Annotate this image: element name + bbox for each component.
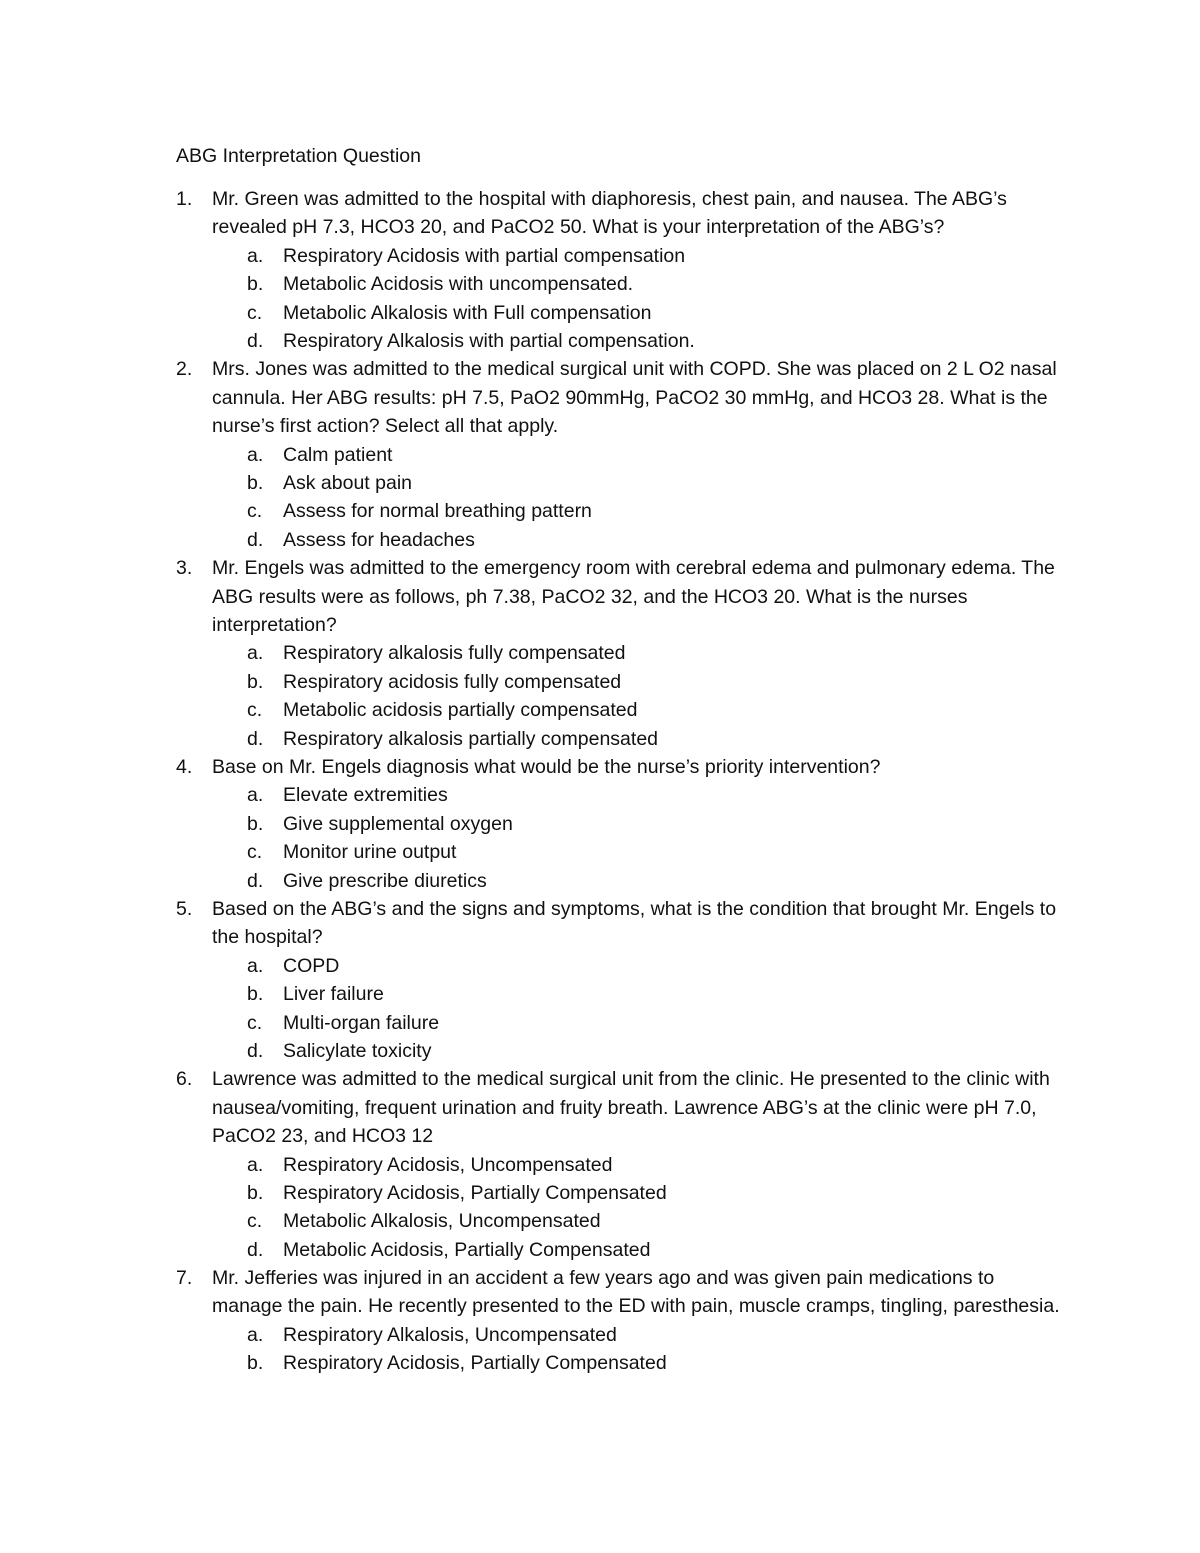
answer-option [0, 725, 1200, 753]
question-number: 2. [176, 358, 193, 381]
question-number: 1. [176, 188, 193, 210]
answer-option [0, 980, 1200, 1008]
option-text: Metabolic Acidosis, Partially Compensated [283, 1238, 651, 1261]
answer-option [0, 952, 1200, 980]
answer-option [0, 1009, 1200, 1037]
option-text: Respiratory Acidosis, Partially Compensated [283, 1181, 667, 1204]
answer-option [0, 781, 1200, 809]
question-item [0, 355, 1200, 554]
answer-option [0, 810, 1200, 838]
option-letter: a. [247, 954, 264, 977]
option-letter: c. [247, 1210, 263, 1233]
option-text: Elevate extremities [283, 784, 448, 807]
question-item [0, 1065, 1200, 1264]
option-letter: b. [247, 983, 264, 1006]
question-number: 7. [176, 1267, 193, 1290]
answer-options [0, 781, 1200, 895]
answer-option [0, 1321, 1200, 1349]
answer-option [0, 270, 1200, 298]
answer-option [0, 1037, 1200, 1065]
answer-option [0, 1151, 1200, 1179]
question-number: 3. [176, 557, 193, 580]
question-number: 6. [176, 1068, 193, 1091]
answer-options [0, 242, 1200, 356]
option-text: Respiratory Alkalosis, Uncompensated [283, 1323, 617, 1346]
question-number: 5. [176, 897, 193, 920]
question-item [0, 554, 1200, 753]
option-text: Metabolic Acidosis with uncompensated. [283, 273, 634, 296]
option-text: Respiratory acidosis fully compensated [283, 670, 622, 693]
question-item [0, 753, 1200, 895]
option-letter: d. [247, 528, 264, 551]
answer-option [0, 1236, 1200, 1264]
question-text: Lawrence was admitted to the medical surgical unit from the clinic. He presented to the clinic with nausea/vomiting, frequent urination and fruity breath. Lawrence ABG’s at the clinic were pH 7.0, PaCO2 23, and HCO3 12 [212, 1068, 1050, 1148]
option-letter: c. [247, 1011, 263, 1034]
option-letter: d. [247, 869, 264, 892]
option-text: Metabolic acidosis partially compensated [283, 699, 638, 722]
question-text: Based on the ABG’s and the signs and symptoms, what is the condition that brought Mr. Engels to the hospital? [212, 897, 1057, 949]
answer-option [0, 469, 1200, 497]
answer-option [0, 668, 1200, 696]
option-letter: a. [247, 642, 264, 665]
answer-option [0, 299, 1200, 327]
question-text: Base on Mr. Engels diagnosis what would be the nurse’s priority intervention? [212, 755, 881, 778]
option-letter: c. [247, 841, 263, 864]
answer-option [0, 242, 1200, 270]
answer-options [0, 1321, 1200, 1378]
option-letter: d. [247, 1238, 264, 1261]
question-text: Mr. Jefferies was injured in an accident a few years ago and was given pain medications to manage the pain. He recently presented to the ED with pain, muscle cramps, tingling, paresthesia. [212, 1267, 1060, 1318]
question-number: 4. [176, 755, 193, 778]
option-letter: d. [247, 329, 264, 352]
option-letter: a. [247, 1323, 264, 1346]
option-text: Multi-organ failure [283, 1011, 440, 1034]
option-letter: b. [247, 273, 264, 296]
question-item [0, 185, 1200, 355]
answer-option [0, 867, 1200, 895]
option-text: Salicylate toxicity [283, 1039, 432, 1062]
option-text: Metabolic Alkalosis with Full compensation [283, 301, 652, 324]
option-text: Respiratory Acidosis, Uncompensated [283, 1153, 613, 1176]
option-text: COPD [283, 954, 340, 977]
option-text: Calm patient [283, 443, 393, 466]
answer-option [0, 1179, 1200, 1207]
answer-options [0, 441, 1200, 555]
question-list [0, 185, 1200, 1378]
answer-option [0, 696, 1200, 724]
answer-option [0, 441, 1200, 469]
option-letter: b. [247, 1181, 264, 1204]
option-text: Respiratory alkalosis fully compensated [283, 642, 626, 665]
question-item [0, 895, 1200, 1065]
option-letter: a. [247, 443, 264, 466]
question-text: Mr. Engels was admitted to the emergency room with cerebral edema and pulmonary edema. The ABG results were as follows, ph 7.38, PaCO2 32, and the HCO3 20. What is the nurses interpretation? [212, 557, 1055, 636]
option-text: Monitor urine output [283, 841, 457, 864]
option-letter: b. [247, 670, 264, 693]
option-letter: b. [247, 1352, 264, 1375]
option-text: Assess for headaches [283, 528, 475, 551]
answer-option [0, 526, 1200, 554]
option-letter: b. [247, 471, 264, 494]
option-text: Ask about pain [283, 471, 413, 494]
option-text: Give prescribe diuretics [283, 869, 487, 892]
option-letter: c. [247, 699, 263, 722]
option-letter: c. [247, 301, 263, 324]
answer-option [0, 639, 1200, 667]
option-text: Assess for normal breathing pattern [283, 500, 592, 523]
answer-options [0, 952, 1200, 1066]
question-text: Mr. Green was admitted to the hospital with diaphoresis, chest pain, and nausea. The ABG’s revealed pH 7.3, HCO3 20, and PaCO2 50. What is your interpretation of the ABG’s? [212, 188, 1007, 239]
option-letter: d. [247, 727, 264, 750]
option-letter: d. [247, 1039, 264, 1062]
answer-option [0, 497, 1200, 525]
option-letter: a. [247, 784, 264, 807]
option-text: Respiratory alkalosis partially compensated [283, 727, 659, 750]
option-text: Metabolic Alkalosis, Uncompensated [283, 1210, 601, 1233]
option-letter: b. [247, 812, 264, 835]
document-title: ABG Interpretation Question [176, 145, 421, 167]
answer-option [0, 838, 1200, 866]
question-text: Mrs. Jones was admitted to the medical surgical unit with COPD. She was placed on 2 L O2 nasal cannula. Her ABG results: pH 7.5, PaO2 90mmHg, PaCO2 30 mmHg, and HCO3 28. What is the nurse’s first action? Select all that apply. [212, 358, 1057, 438]
answer-option [0, 1349, 1200, 1377]
question-item [0, 1264, 1200, 1378]
option-letter: c. [247, 500, 263, 523]
option-text: Respiratory Acidosis, Partially Compensated [283, 1352, 667, 1375]
option-letter: a. [247, 244, 264, 267]
answer-options [0, 639, 1200, 753]
option-text: Respiratory Alkalosis with partial compensation. [283, 329, 695, 352]
answer-options [0, 1151, 1200, 1265]
answer-option [0, 1207, 1200, 1235]
option-text: Liver failure [283, 983, 384, 1006]
answer-option [0, 327, 1200, 355]
option-letter: a. [247, 1153, 264, 1176]
option-text: Give supplemental oxygen [283, 812, 513, 835]
option-text: Respiratory Acidosis with partial compensation [283, 244, 686, 267]
